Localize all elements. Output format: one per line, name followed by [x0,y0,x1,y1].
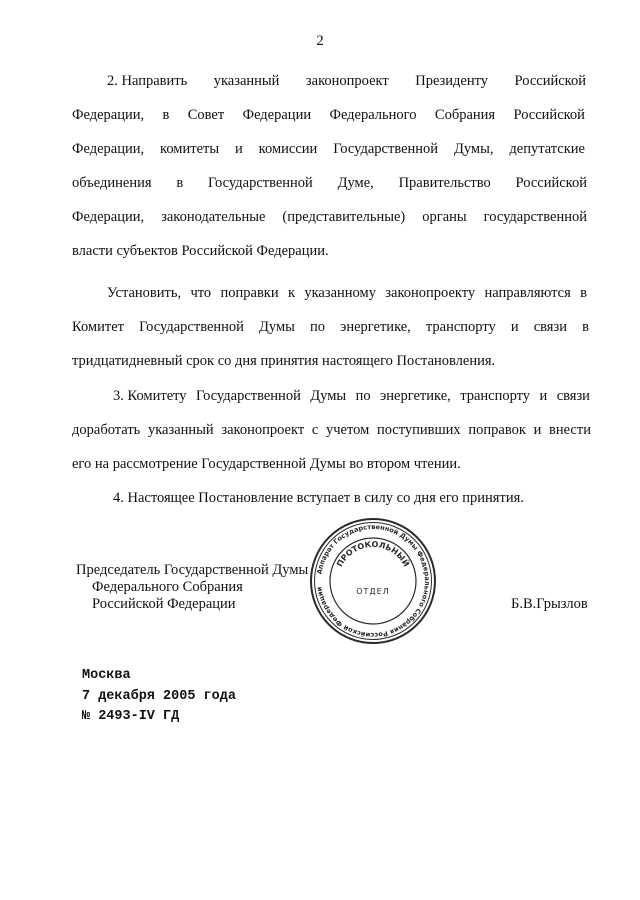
word: (представительные) [282,209,406,225]
word: и [539,388,548,404]
signatory-name: Б.В.Грызлов [511,596,588,612]
paragraph-p3-line-3: его на рассмотрение Государственной Думы во втором чтении. [72,456,461,472]
word: что [190,285,212,301]
word: транспорту [425,319,496,335]
word: Думы [259,319,295,335]
stamp-outer-text: Аппарат Государственной Думы Федерального Собрания Российской Федерации [315,522,432,640]
page-number: 2 [316,33,324,49]
word: Установить, [107,285,182,301]
paragraph-p2-line-3 [72,140,585,158]
footer-date: 7 декабря 2005 года [82,689,236,704]
word: поправок [468,422,526,438]
word: Федерации [242,107,312,123]
word: в [176,175,184,191]
word: 2. Направить [107,73,188,89]
paragraph-amend-line-2 [72,318,589,336]
word: Думы, [453,141,494,157]
word: законопроект [305,73,389,89]
word: поправки [220,285,279,301]
word: объединения [72,175,152,191]
word: Российской [513,107,585,123]
word: указанному [304,285,376,301]
word: депутатские [509,141,585,157]
stamp-inner-top-text: ПРОТОКОЛЬНЫЙ [335,539,411,569]
word: законодательные [161,209,266,225]
word: Государственной [207,175,313,191]
footer-number: № 2493-IV ГД [82,709,180,724]
word: органы [422,209,467,225]
word: в [580,285,587,301]
word: указанный [147,422,214,438]
word: внести [549,422,591,438]
word: учетом [325,422,370,438]
paragraph-p2-line-1 [107,72,586,90]
word: Российской [514,73,586,89]
paragraph-p4-line-1: 4. Настоящее Постановление вступает в силу со дня его принятия. [113,490,524,506]
word: и [533,422,542,438]
word: и [510,319,519,335]
word: энергетике, [340,319,411,335]
word: Федерации, [72,141,145,157]
word: Думе, [337,175,374,191]
paragraph-p2-line-5 [72,208,587,226]
word: с [311,422,319,438]
word: связи [556,388,590,404]
stamp-inner-ring [330,538,416,624]
footer-city: Москва [82,668,131,683]
word: Государственной [333,141,439,157]
word: законопроект [221,422,305,438]
word: Думы [310,388,347,404]
word: связи [533,319,567,335]
word: Федерального [329,107,417,123]
word: Государственной [139,319,244,335]
paragraph-p3-line-1 [113,387,590,405]
word: по [355,388,371,404]
word: Федерации, [72,107,145,123]
paragraph-p3-line-2 [72,421,591,439]
word: поступивших [376,422,461,438]
word: Собрания [434,107,496,123]
paragraph-p2-line-4 [72,174,587,192]
word: Совет [187,107,225,123]
word: в [162,107,170,123]
paragraph-amend-line-3: тридцатидневный срок со дня принятия настоящего Постановления. [72,353,496,369]
paragraph-amend-line-1 [107,284,587,302]
word: доработать [72,422,141,438]
word: энергетике, [380,388,451,404]
word: и [235,141,243,157]
word: Президенту [415,73,489,89]
word: государственной [483,209,587,225]
word: указанный [213,73,280,89]
word: Государственной [195,388,301,404]
paragraph-p2-line-6: власти субъектов Российской Федерации. [72,243,329,259]
word: Федерации, [72,209,145,225]
word: в [582,319,589,335]
word: транспорту [460,388,531,404]
word: к [287,285,295,301]
word: комитеты [160,141,220,157]
signatory-title-line1: Председатель Государственной Думы [76,562,309,578]
paragraph-p2-line-2 [72,106,585,124]
signatory-title-line2: Федерального Собрания [92,579,243,595]
word: по [310,319,326,335]
word: законопроекту [385,285,476,301]
word: Российской [515,175,587,191]
word: комиссии [258,141,318,157]
word: 3. Комитету [113,388,187,404]
word: Правительство [398,175,491,191]
signatory-title-line3: Российской Федерации [92,596,236,612]
official-stamp [308,516,438,646]
word: направляются [484,285,571,301]
stamp-inner-bottom-text: ОТДЕЛ [356,587,390,596]
word: Комитет [72,319,124,335]
